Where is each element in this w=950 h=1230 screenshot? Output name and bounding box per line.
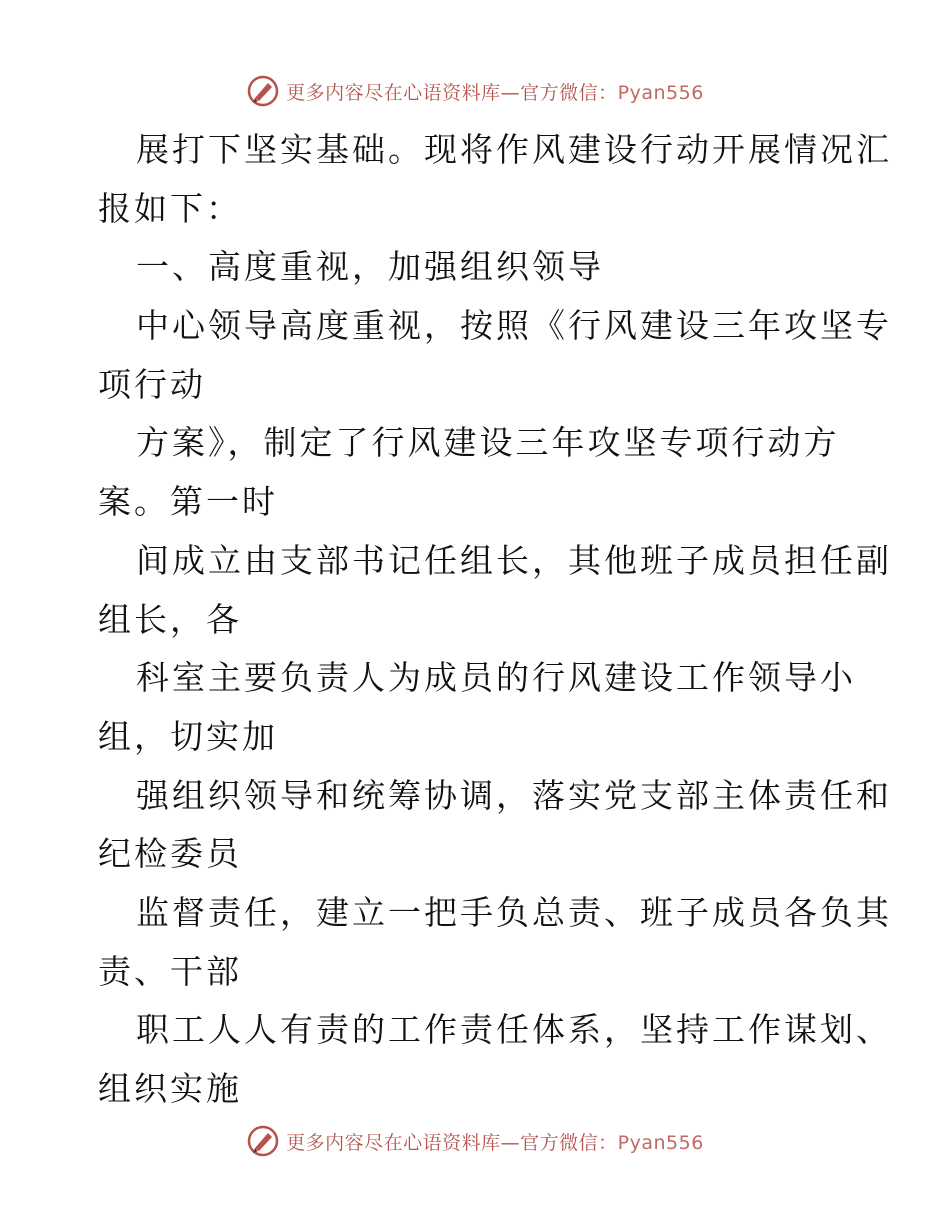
- body-line: 案。第一时: [98, 482, 278, 522]
- body-line: 纪检委员: [98, 834, 242, 874]
- body-line: 中心领导高度重视，按照《行风建设三年攻坚专: [136, 306, 892, 346]
- body-line: 强组织领导和统筹协调，落实党支部主体责任和: [136, 775, 892, 815]
- body-line: 项行动: [98, 364, 206, 404]
- body-line: 展打下坚实基础。现将作风建设行动开展情况汇: [136, 130, 892, 169]
- body-line: 职工人人有责的工作责任体系，坚持工作谋划、: [136, 1010, 892, 1050]
- body-line: 监督责任，建立一把手负总责、班子成员各负其: [136, 892, 892, 932]
- header-watermark: [0, 71, 950, 111]
- body-line: 间成立由支部书记任组长，其他班子成员担任副: [136, 540, 892, 580]
- pen-logo-icon: [246, 74, 280, 108]
- wechat-id: Pyan556: [617, 1131, 704, 1154]
- body-line: 组织实施: [98, 1069, 242, 1108]
- footer-watermark: [0, 1121, 950, 1161]
- watermark-text: 更多内容尽在心语资料库—官方微信：Pyan556: [286, 81, 704, 104]
- section-heading: 一、高度重视，加强组织领导: [136, 247, 604, 287]
- body-line: 组，切实加: [98, 716, 278, 756]
- body-line: 责、干部: [98, 951, 242, 991]
- document-body: [98, 121, 892, 1119]
- watermark-text: 更多内容尽在心语资料库—官方微信：Pyan556: [286, 1131, 704, 1154]
- body-line: 科室主要负责人为成员的行风建设工作领导小: [136, 658, 856, 698]
- body-line: 报如下：: [98, 188, 242, 228]
- body-line: 组长，各: [98, 599, 242, 639]
- body-line: 方案》，制定了行风建设三年攻坚专项行动方: [136, 423, 840, 463]
- wechat-id: Pyan556: [617, 81, 704, 104]
- pen-logo-icon: [246, 1124, 280, 1158]
